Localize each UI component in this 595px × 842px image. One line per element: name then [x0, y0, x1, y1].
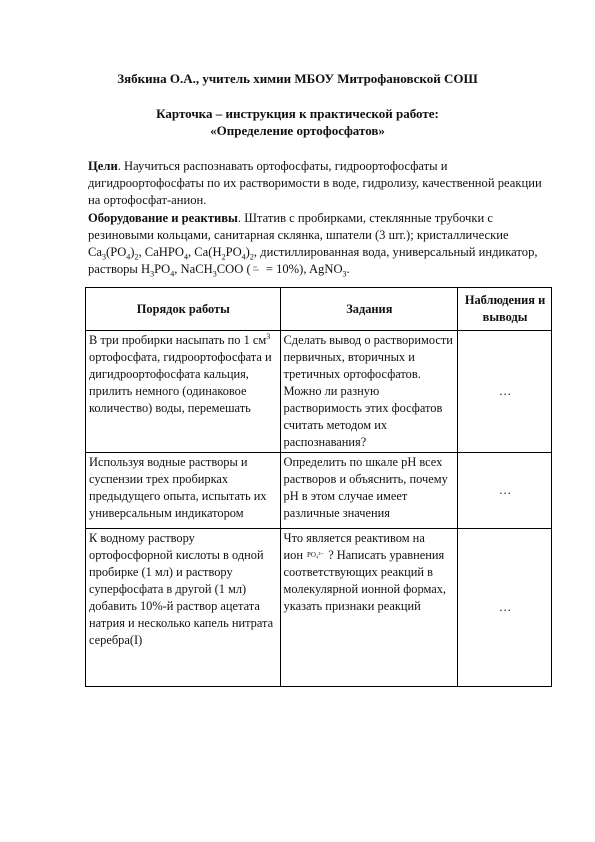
- chem-sub: 4: [241, 252, 246, 262]
- column-header-procedure: Порядок работы: [86, 288, 281, 331]
- omega-symbol-icon: [251, 265, 263, 275]
- table-row: [86, 529, 552, 687]
- card-title-line1: Карточка – инструкция к практической работе:: [156, 106, 439, 121]
- observation-cell: …: [458, 453, 552, 529]
- chem-sub: 3: [150, 269, 155, 279]
- observation-cell: …: [458, 331, 552, 453]
- procedure-cell: К водному раствору ортофосфорной кислоты в одной пробирке (1 мл) и раствору суперфосфата в другой (1 мл) добавить 10%-й раствор ацетата натрия и несколько капель нитрата серебра(I): [86, 529, 281, 687]
- goal-text: . Научиться распознавать ортофосфаты, гидроортофосфаты и дигидроортофосфаты по их растворимости в воде, гидролизу, качественной реакции на ортофосфат-анион.: [88, 159, 542, 208]
- chem-sub: 4: [183, 252, 188, 262]
- chem-sub: 4: [126, 252, 131, 262]
- table-header-row: [86, 288, 552, 331]
- chem-sub: 4: [170, 269, 175, 279]
- chem-sub: 3: [342, 269, 347, 279]
- chem-formula: PO: [225, 245, 242, 260]
- column-header-tasks: Задания: [280, 288, 458, 331]
- chem-sub: 3: [212, 269, 217, 279]
- intro-block: [88, 158, 550, 278]
- chem-formula: ): [130, 245, 135, 260]
- task-cell: Определить по шкале pH всех растворов и объяснить, почему pH в этом случае имеет различные значения: [280, 453, 458, 529]
- chem-formula: , CaHPO: [138, 245, 184, 260]
- task-text: Что является реактивом на: [283, 531, 425, 545]
- goal-label: Цели: [88, 159, 118, 173]
- chem-sub: 3: [102, 252, 106, 262]
- procedure-text: ортофосфата, гидроортофосфата и дигидроортофосфата кальция, прилить немного (одинаковое количество) воды, перемешать: [89, 350, 272, 415]
- observation-cell: …: [458, 529, 552, 687]
- equipment-text: . Штатив с пробирками, стеклянные трубочки с резиновыми кольцами, санитарная склянка, шпатели (3 шт.); кристаллические: [88, 210, 509, 242]
- procedure-cell: [86, 331, 281, 453]
- chem-formula: , NaCH: [174, 262, 213, 277]
- chem-formula: (PO: [106, 245, 127, 260]
- equipment-text-2: , дистиллированная вода, универсальный индикатор, растворы H: [88, 245, 538, 277]
- task-text: ион: [283, 548, 304, 562]
- task-cell: Сделать вывод о растворимости первичных, вторичных и третичных ортофосфатов. Можно ли разную растворимость этих фосфатов считать методом их распознавания?: [280, 331, 458, 453]
- chem-formula: COO (: [216, 262, 251, 277]
- chem-sub: 2: [249, 252, 254, 262]
- procedure-text: В три пробирки насыпать по 1 см: [89, 333, 267, 347]
- unit-sup: 3: [266, 331, 271, 341]
- chem-formula: ): [245, 245, 250, 260]
- table-row: [86, 331, 552, 453]
- chem-formula: .: [346, 262, 350, 277]
- chem-sub: 2: [134, 252, 139, 262]
- chem-formula: Ca: [88, 245, 102, 260]
- work-table: [85, 287, 552, 687]
- table-row: [86, 453, 552, 529]
- column-header-observations: Наблюдения и выводы: [458, 288, 552, 331]
- chem-sub: 2: [221, 252, 226, 262]
- chem-formula: PO: [154, 262, 171, 277]
- task-text: ? Написать уравнения соответствующих реакций в молекулярной ионной формах, указать признаки реакций: [283, 548, 447, 613]
- chem-formula: , Ca(H: [187, 245, 222, 260]
- author-line: Зябкина О.А., учитель химии МБОУ Митрофановской СОШ: [117, 71, 478, 86]
- phosphate-ion-formula: PO₄³⁻: [307, 551, 325, 559]
- goal-paragraph: [88, 158, 550, 210]
- procedure-cell: Используя водные растворы и суспензии трех пробирках предыдущего опыта, испытать их универсальным индикатором: [86, 453, 281, 529]
- card-title-line2: «Определение ортофосфатов»: [210, 123, 385, 138]
- task-cell: [280, 529, 458, 687]
- equipment-label: Оборудование и реактивы: [88, 210, 238, 225]
- equipment-paragraph: [88, 210, 550, 279]
- chem-formula: = 10%), AgNO: [262, 262, 343, 277]
